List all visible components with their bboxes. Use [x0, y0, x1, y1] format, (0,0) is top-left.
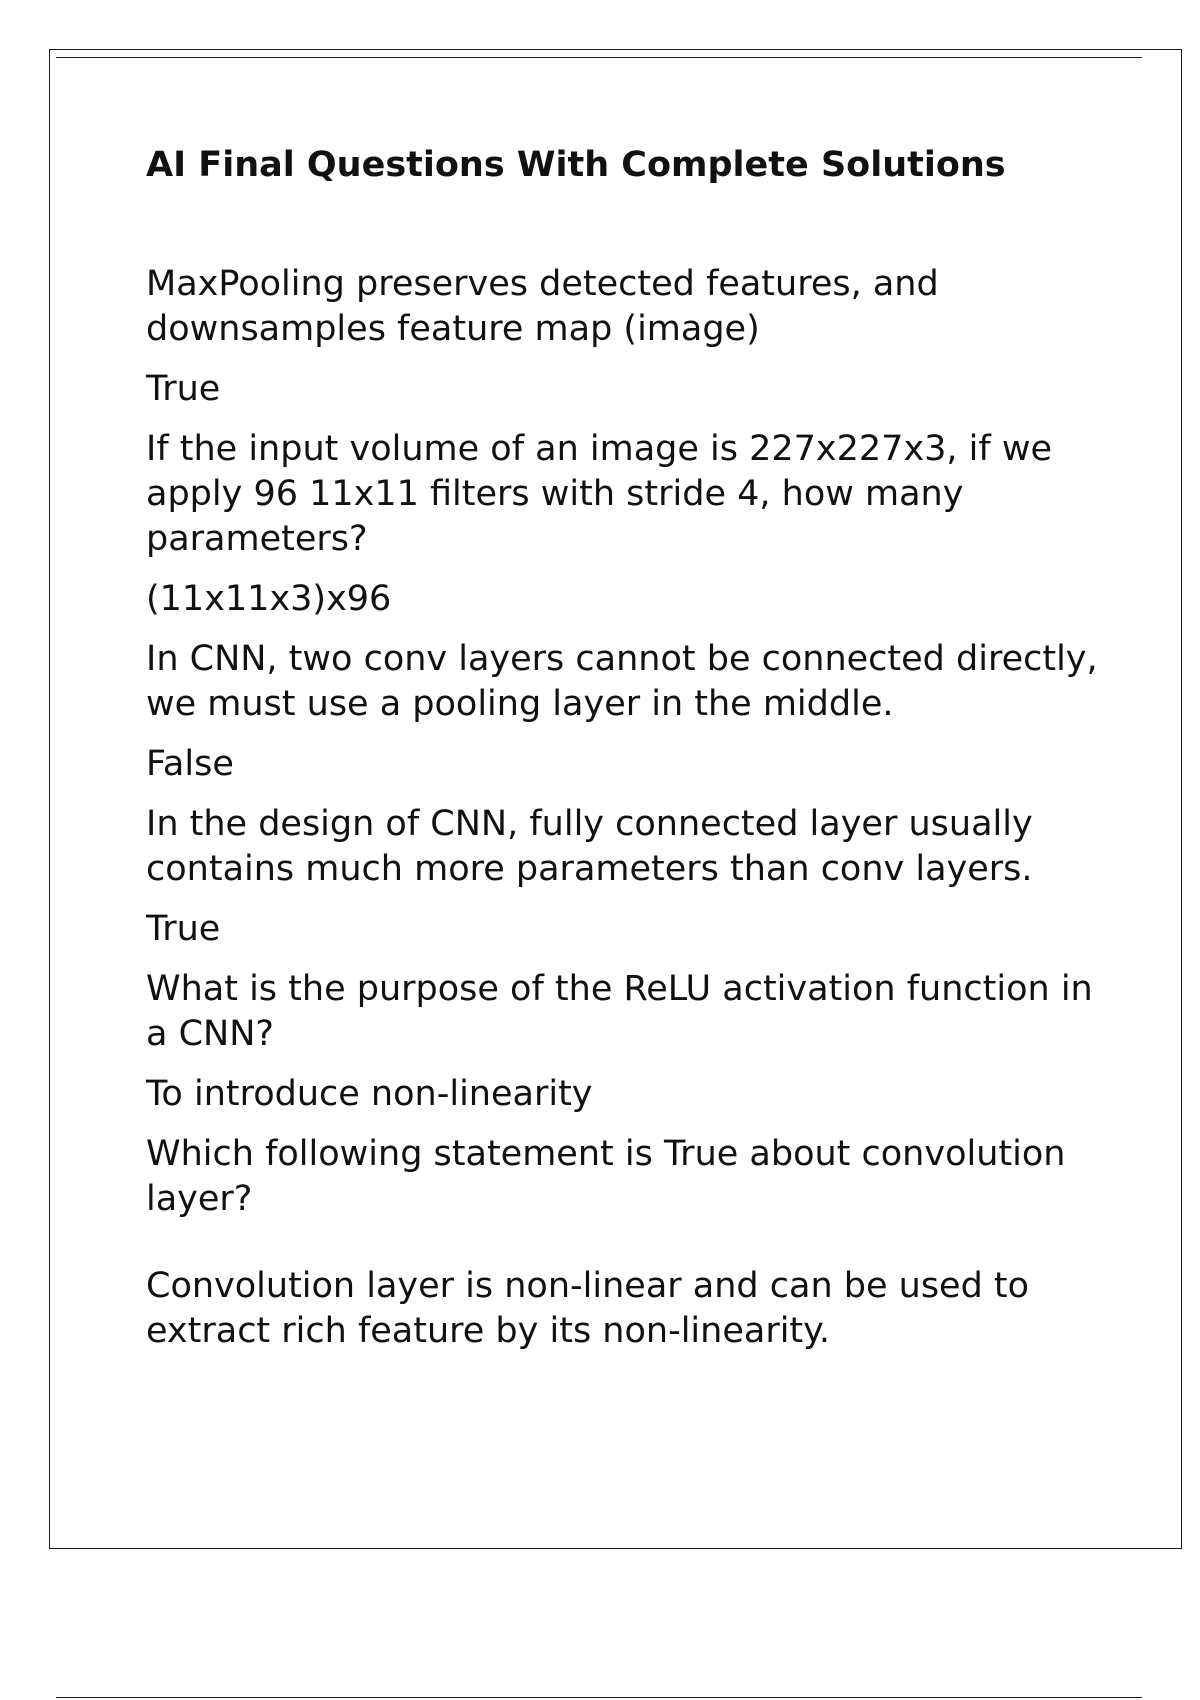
answer-3: False	[146, 744, 234, 784]
answer-4: True	[146, 909, 221, 949]
answer-6: Convolution layer is non-linear and can be used to extract rich feature by its non-linearity.	[146, 1266, 1030, 1351]
question-4: In the design of CNN, fully connected layer usually contains much more parameters than conv layers.	[146, 804, 1033, 889]
document-body	[146, 140, 1106, 1369]
question-2: If the input volume of an image is 227x227x3, if we apply 96 11x11 filters with stride 4, how many parameters?	[146, 429, 1053, 559]
bottom-rule	[56, 1697, 1142, 1698]
question-6: Which following statement is True about convolution layer?	[146, 1134, 1066, 1219]
document-title: AI Final Questions With Complete Solutions	[146, 145, 1006, 185]
question-1: MaxPooling preserves detected features, and downsamples feature map (image)	[146, 264, 939, 349]
answer-5: To introduce non-linearity	[146, 1074, 593, 1114]
question-3: In CNN, two conv layers cannot be connected directly, we must use a pooling layer in the middle.	[146, 639, 1098, 724]
answer-1: True	[146, 369, 221, 409]
question-5: What is the purpose of the ReLU activation function in a CNN?	[146, 969, 1093, 1054]
answer-2: (11x11x3)x96	[146, 579, 392, 619]
